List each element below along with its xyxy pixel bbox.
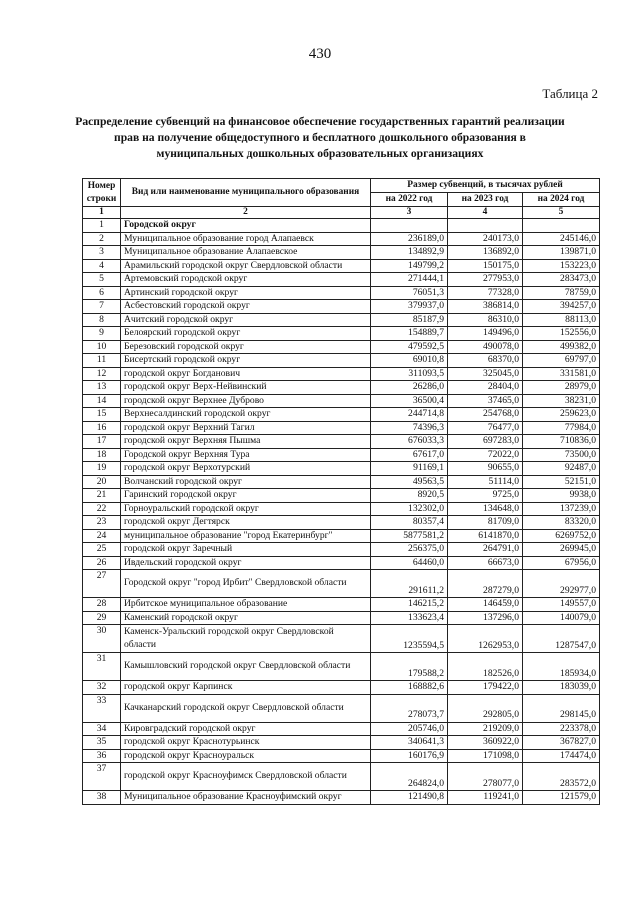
amount-2024-cell: 1287547,0: [523, 625, 600, 653]
municipality-name-cell: Арамильский городской округ Свердловской области: [121, 259, 371, 273]
municipality-name-cell: Белоярский городской округ: [121, 327, 371, 341]
amount-2022-cell: 379937,0: [371, 300, 448, 314]
municipality-name-cell: Городской округ "город Ирбит" Свердловской области: [121, 570, 371, 598]
amount-2022-cell: 91169,1: [371, 462, 448, 476]
amount-2023-cell: 9725,0: [448, 489, 523, 503]
row-number-cell: 5: [83, 273, 121, 287]
amount-2023-cell: 264791,0: [448, 543, 523, 557]
amount-2024-cell: 259623,0: [523, 408, 600, 422]
table-row: [83, 273, 600, 287]
row-number-cell: 23: [83, 516, 121, 530]
group-row-empty: [523, 219, 600, 233]
row-number-cell: 38: [83, 791, 121, 805]
group-row-empty: [371, 219, 448, 233]
header-year-2022: на 2022 год: [371, 193, 448, 207]
amount-2023-cell: 171098,0: [448, 749, 523, 763]
table-row: [83, 367, 600, 381]
table-row: [83, 475, 600, 489]
amount-2023-cell: 386814,0: [448, 300, 523, 314]
amount-2024-cell: 88113,0: [523, 313, 600, 327]
amount-2022-cell: 154889,7: [371, 327, 448, 341]
municipality-name-cell: Муниципальное образование Алапаевское: [121, 246, 371, 260]
municipality-name-cell: Муниципальное образование город Алапаевск: [121, 232, 371, 246]
amount-2024-cell: 28979,0: [523, 381, 600, 395]
amount-2023-cell: 1262953,0: [448, 625, 523, 653]
municipality-name-cell: Ирбитское муниципальное образование: [121, 598, 371, 612]
amount-2022-cell: 160176,9: [371, 749, 448, 763]
amount-2022-cell: 340641,3: [371, 736, 448, 750]
amount-2024-cell: 367827,0: [523, 736, 600, 750]
amount-2023-cell: 51114,0: [448, 475, 523, 489]
table-row: [83, 722, 600, 736]
municipality-name-cell: городской округ Заречный: [121, 543, 371, 557]
amount-2022-cell: 479592,5: [371, 340, 448, 354]
table-row: [83, 435, 600, 449]
amount-2023-cell: 325045,0: [448, 367, 523, 381]
row-number-cell: 37: [83, 763, 121, 791]
amount-2022-cell: 311093,5: [371, 367, 448, 381]
municipality-name-cell: Каменский городской округ: [121, 611, 371, 625]
amount-2024-cell: 245146,0: [523, 232, 600, 246]
municipality-name-cell: городской округ Верхотурский: [121, 462, 371, 476]
amount-2023-cell: 287279,0: [448, 570, 523, 598]
amount-2024-cell: 9938,0: [523, 489, 600, 503]
amount-2022-cell: 168882,6: [371, 681, 448, 695]
column-number-1: 1: [83, 207, 121, 219]
column-number-3: 3: [371, 207, 448, 219]
header-year-2023: на 2023 год: [448, 193, 523, 207]
amount-2024-cell: 183039,0: [523, 681, 600, 695]
amount-2024-cell: 52151,0: [523, 475, 600, 489]
row-number-cell: 8: [83, 313, 121, 327]
amount-2022-cell: 264824,0: [371, 763, 448, 791]
amount-2023-cell: 278077,0: [448, 763, 523, 791]
amount-2024-cell: 139871,0: [523, 246, 600, 260]
amount-2022-cell: 1235594,5: [371, 625, 448, 653]
amount-2023-cell: 254768,0: [448, 408, 523, 422]
table-row: [83, 598, 600, 612]
table-row: [83, 570, 600, 598]
row-number-cell: 22: [83, 502, 121, 516]
amount-2024-cell: 121579,0: [523, 791, 600, 805]
amount-2024-cell: 174474,0: [523, 749, 600, 763]
row-number-cell: 33: [83, 694, 121, 722]
amount-2022-cell: 146215,2: [371, 598, 448, 612]
amount-2023-cell: 490078,0: [448, 340, 523, 354]
amount-2023-cell: 360922,0: [448, 736, 523, 750]
amount-2022-cell: 291611,2: [371, 570, 448, 598]
amount-2023-cell: 81709,0: [448, 516, 523, 530]
table-row: [83, 681, 600, 695]
amount-2023-cell: 240173,0: [448, 232, 523, 246]
municipality-name-cell: Артинский городской округ: [121, 286, 371, 300]
row-number-cell: 25: [83, 543, 121, 557]
amount-2022-cell: 80357,4: [371, 516, 448, 530]
row-number-cell: 2: [83, 232, 121, 246]
amount-2023-cell: 86310,0: [448, 313, 523, 327]
amount-2024-cell: 149557,0: [523, 598, 600, 612]
amount-2022-cell: 676033,3: [371, 435, 448, 449]
amount-2024-cell: 283473,0: [523, 273, 600, 287]
table-row: [83, 408, 600, 422]
municipality-name-cell: городской округ Верхний Тагил: [121, 421, 371, 435]
municipality-name-cell: Муниципальное образование Красноуфимский округ: [121, 791, 371, 805]
amount-2024-cell: 92487,0: [523, 462, 600, 476]
row-number-cell: 30: [83, 625, 121, 653]
amount-2023-cell: 219209,0: [448, 722, 523, 736]
table-row: [83, 462, 600, 476]
municipality-name-cell: городской округ Красноуфимск Свердловской области: [121, 763, 371, 791]
amount-2022-cell: 49563,5: [371, 475, 448, 489]
amount-2023-cell: 134648,0: [448, 502, 523, 516]
table-row: [83, 529, 600, 543]
amount-2022-cell: 133623,4: [371, 611, 448, 625]
amount-2024-cell: 137239,0: [523, 502, 600, 516]
municipality-name-cell: Верхнесалдинский городской округ: [121, 408, 371, 422]
column-number-4: 4: [448, 207, 523, 219]
group-row-name: Городской округ: [121, 219, 371, 233]
amount-2024-cell: 269945,0: [523, 543, 600, 557]
municipality-name-cell: городской округ Верх-Нейвинский: [121, 381, 371, 395]
row-number-cell: 11: [83, 354, 121, 368]
amount-2024-cell: 283572,0: [523, 763, 600, 791]
table-label: Таблица 2: [542, 86, 598, 101]
table-row: [83, 340, 600, 354]
municipality-name-cell: городской округ Богданович: [121, 367, 371, 381]
amount-2024-cell: 292977,0: [523, 570, 600, 598]
amount-2023-cell: 150175,0: [448, 259, 523, 273]
table-row: [83, 448, 600, 462]
table-row: [83, 749, 600, 763]
municipality-name-cell: Волчанский городской округ: [121, 475, 371, 489]
amount-2022-cell: 8920,5: [371, 489, 448, 503]
header-year-2024: на 2024 год: [523, 193, 600, 207]
municipality-name-cell: Кировградский городской округ: [121, 722, 371, 736]
table-row: [83, 653, 600, 681]
amount-2022-cell: 149799,2: [371, 259, 448, 273]
amount-2023-cell: 66673,0: [448, 556, 523, 570]
amount-2023-cell: 146459,0: [448, 598, 523, 612]
amount-2023-cell: 149496,0: [448, 327, 523, 341]
municipality-name-cell: Качканарский городской округ Свердловской области: [121, 694, 371, 722]
row-number-cell: 18: [83, 448, 121, 462]
group-row-empty: [448, 219, 523, 233]
amount-2022-cell: 26286,0: [371, 381, 448, 395]
amount-2023-cell: 182526,0: [448, 653, 523, 681]
municipality-name-cell: Ивдельский городской округ: [121, 556, 371, 570]
row-number-cell: 12: [83, 367, 121, 381]
table-row: [83, 556, 600, 570]
column-number-2: 2: [121, 207, 371, 219]
table-row: [83, 791, 600, 805]
municipality-name-cell: Березовский городской округ: [121, 340, 371, 354]
amount-2024-cell: 223378,0: [523, 722, 600, 736]
municipality-name-cell: городской округ Краснотурьинск: [121, 736, 371, 750]
subventions-table: [82, 178, 600, 805]
row-number-cell: 10: [83, 340, 121, 354]
row-number-cell: 24: [83, 529, 121, 543]
table-row: [83, 259, 600, 273]
row-number-cell: 7: [83, 300, 121, 314]
municipality-name-cell: Гаринский городской округ: [121, 489, 371, 503]
row-number-cell: 6: [83, 286, 121, 300]
amount-2022-cell: 271444,1: [371, 273, 448, 287]
amount-2023-cell: 697283,0: [448, 435, 523, 449]
amount-2023-cell: 136892,0: [448, 246, 523, 260]
table-body: [83, 219, 600, 805]
row-number-cell: 27: [83, 570, 121, 598]
amount-2023-cell: 277953,0: [448, 273, 523, 287]
amount-2023-cell: 292805,0: [448, 694, 523, 722]
row-number-cell: 15: [83, 408, 121, 422]
row-number-cell: 36: [83, 749, 121, 763]
amount-2022-cell: 244714,8: [371, 408, 448, 422]
amount-2022-cell: 179588,2: [371, 653, 448, 681]
table-row: [83, 543, 600, 557]
row-number-cell: 21: [83, 489, 121, 503]
municipality-name-cell: Бисертский городской округ: [121, 354, 371, 368]
amount-2024-cell: 6269752,0: [523, 529, 600, 543]
amount-2023-cell: 6141870,0: [448, 529, 523, 543]
table-row: [83, 763, 600, 791]
amount-2024-cell: 152556,0: [523, 327, 600, 341]
amount-2024-cell: 710836,0: [523, 435, 600, 449]
amount-2023-cell: 90655,0: [448, 462, 523, 476]
amount-2024-cell: 38231,0: [523, 394, 600, 408]
table-row: [83, 625, 600, 653]
amount-2022-cell: 134892,9: [371, 246, 448, 260]
municipality-name-cell: городской округ Верхняя Пышма: [121, 435, 371, 449]
table-row: [83, 502, 600, 516]
row-number-cell: 28: [83, 598, 121, 612]
amount-2023-cell: 179422,0: [448, 681, 523, 695]
row-number-cell: 17: [83, 435, 121, 449]
amount-2022-cell: 67617,0: [371, 448, 448, 462]
amount-2024-cell: 140079,0: [523, 611, 600, 625]
amount-2024-cell: 499382,0: [523, 340, 600, 354]
row-number-cell: 4: [83, 259, 121, 273]
group-row-number: 1: [83, 219, 121, 233]
amount-2022-cell: 132302,0: [371, 502, 448, 516]
amount-2022-cell: 69010,8: [371, 354, 448, 368]
municipality-name-cell: городской округ Верхнее Дуброво: [121, 394, 371, 408]
header-municipality: Вид или наименование муниципального образования: [121, 179, 371, 207]
municipality-name-cell: Городской округ Верхняя Тура: [121, 448, 371, 462]
row-number-cell: 29: [83, 611, 121, 625]
table-row: [83, 381, 600, 395]
municipality-name-cell: Горноуральский городской округ: [121, 502, 371, 516]
amount-2023-cell: 77328,0: [448, 286, 523, 300]
amount-2024-cell: 331581,0: [523, 367, 600, 381]
table-row: [83, 611, 600, 625]
amount-2023-cell: 72022,0: [448, 448, 523, 462]
municipality-name-cell: Артемовский городской округ: [121, 273, 371, 287]
municipality-name-cell: Камышловский городской округ Свердловской области: [121, 653, 371, 681]
amount-2024-cell: 73500,0: [523, 448, 600, 462]
amount-2022-cell: 278073,7: [371, 694, 448, 722]
amount-2022-cell: 205746,0: [371, 722, 448, 736]
amount-2024-cell: 69797,0: [523, 354, 600, 368]
column-number-5: 5: [523, 207, 600, 219]
amount-2022-cell: 76051,3: [371, 286, 448, 300]
row-number-cell: 3: [83, 246, 121, 260]
row-number-cell: 31: [83, 653, 121, 681]
header-amount: Размер субвенций, в тысячах рублей: [371, 179, 600, 193]
municipality-name-cell: Каменск-Уральский городской округ Свердловской области: [121, 625, 371, 653]
amount-2023-cell: 28404,0: [448, 381, 523, 395]
row-number-cell: 14: [83, 394, 121, 408]
row-number-cell: 20: [83, 475, 121, 489]
amount-2022-cell: 74396,3: [371, 421, 448, 435]
table-row: [83, 232, 600, 246]
amount-2024-cell: 298145,0: [523, 694, 600, 722]
amount-2023-cell: 76477,0: [448, 421, 523, 435]
row-number-cell: 26: [83, 556, 121, 570]
amount-2022-cell: 256375,0: [371, 543, 448, 557]
row-number-cell: 19: [83, 462, 121, 476]
table-row: [83, 489, 600, 503]
amount-2022-cell: 64460,0: [371, 556, 448, 570]
row-number-cell: 16: [83, 421, 121, 435]
row-number-cell: 13: [83, 381, 121, 395]
amount-2024-cell: 78759,0: [523, 286, 600, 300]
table-row: [83, 354, 600, 368]
table-row: [83, 421, 600, 435]
municipality-name-cell: Ачитский городской округ: [121, 313, 371, 327]
table-row: [83, 327, 600, 341]
amount-2024-cell: 67956,0: [523, 556, 600, 570]
row-number-cell: 9: [83, 327, 121, 341]
amount-2024-cell: 77984,0: [523, 421, 600, 435]
municipality-name-cell: городской округ Дегтярск: [121, 516, 371, 530]
row-number-cell: 34: [83, 722, 121, 736]
amount-2022-cell: 236189,0: [371, 232, 448, 246]
table-row: [83, 394, 600, 408]
amount-2023-cell: 137296,0: [448, 611, 523, 625]
amount-2022-cell: 5877581,2: [371, 529, 448, 543]
document-title: Распределение субвенций на финансовое обеспечение государственных гарантий реализации прав на получение общедоступного и бесплатного дошкольного образования в муниципальных дошкольных образовательных организациях: [75, 115, 565, 160]
amount-2022-cell: 121490,8: [371, 791, 448, 805]
group-row: [83, 219, 600, 233]
amount-2024-cell: 185934,0: [523, 653, 600, 681]
table-row: [83, 246, 600, 260]
page-number: 430: [308, 46, 332, 62]
table-row: [83, 694, 600, 722]
table-row: [83, 300, 600, 314]
amount-2023-cell: 119241,0: [448, 791, 523, 805]
amount-2024-cell: 153223,0: [523, 259, 600, 273]
amount-2024-cell: 83320,0: [523, 516, 600, 530]
amount-2023-cell: 37465,0: [448, 394, 523, 408]
municipality-name-cell: муниципальное образование "город Екатеринбург": [121, 529, 371, 543]
table-row: [83, 286, 600, 300]
row-number-cell: 32: [83, 681, 121, 695]
amount-2023-cell: 68370,0: [448, 354, 523, 368]
header-row-number: Номер строки: [83, 179, 121, 207]
table-row: [83, 736, 600, 750]
table-row: [83, 516, 600, 530]
municipality-name-cell: городской округ Красноуральск: [121, 749, 371, 763]
table-row: [83, 313, 600, 327]
amount-2024-cell: 394257,0: [523, 300, 600, 314]
amount-2022-cell: 36500,4: [371, 394, 448, 408]
municipality-name-cell: Асбестовский городской округ: [121, 300, 371, 314]
amount-2022-cell: 85187,9: [371, 313, 448, 327]
row-number-cell: 35: [83, 736, 121, 750]
municipality-name-cell: городской округ Карпинск: [121, 681, 371, 695]
